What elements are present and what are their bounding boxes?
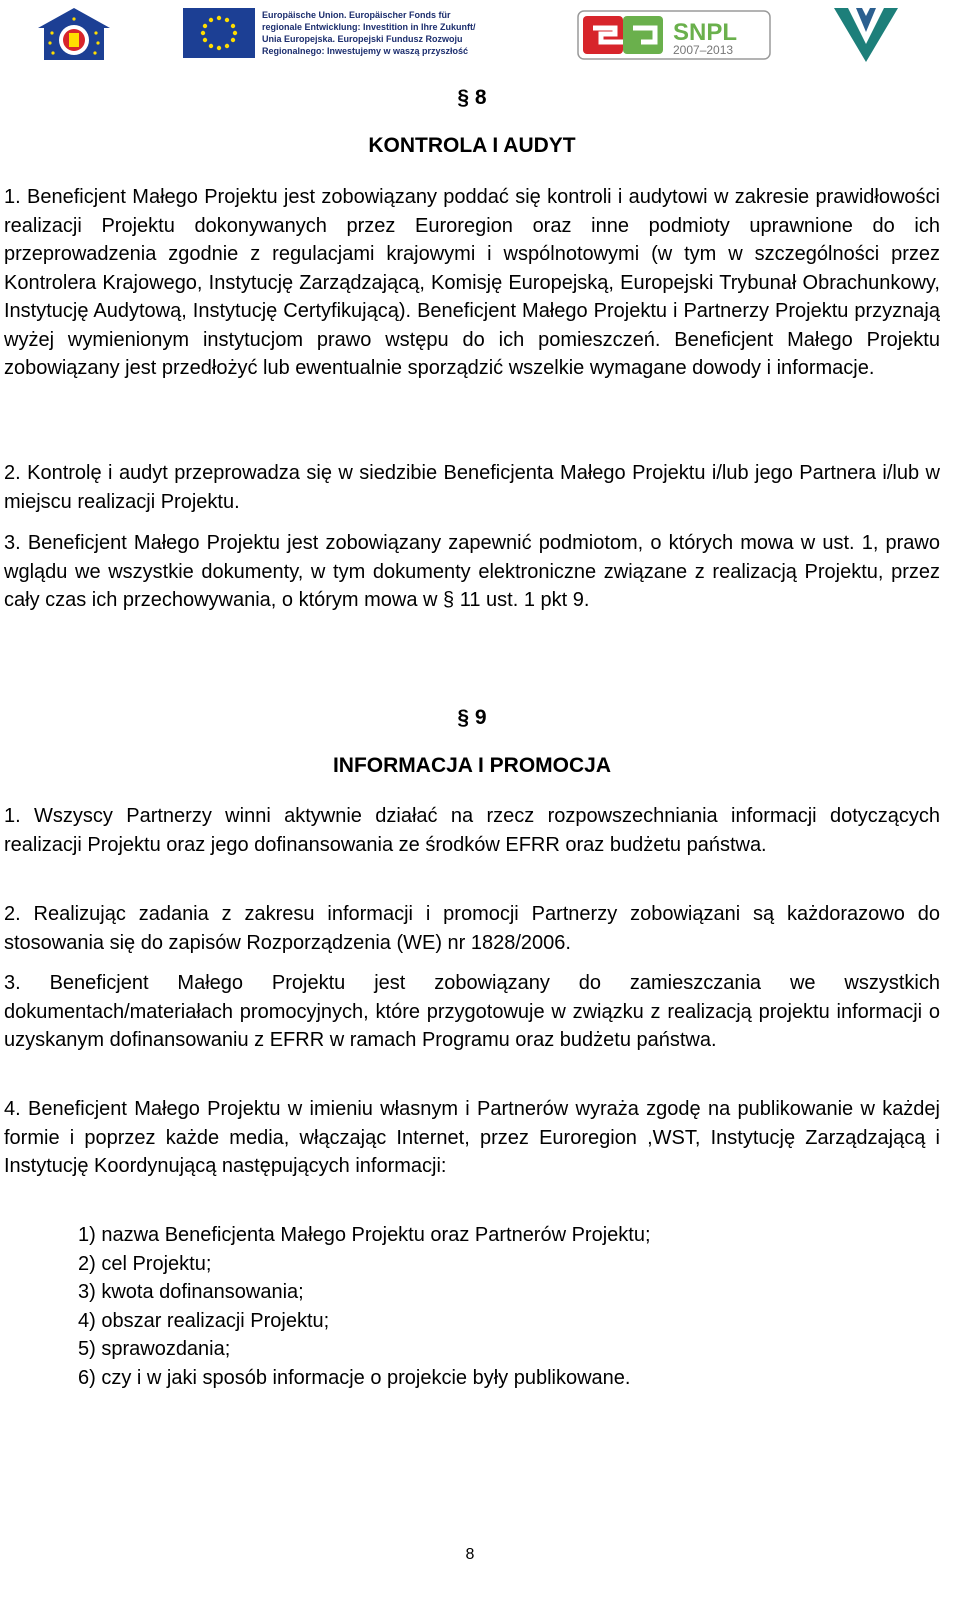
eu-text-line: Europäische Union. Europäischer Fonds für (262, 10, 451, 20)
eu-text-line: regionale Entwicklung: Investition in Ihre Zukunft/ (262, 22, 476, 32)
snpl-logo-icon (577, 10, 771, 60)
section-9-heading: INFORMACJA I PROMOCJA (332, 754, 612, 777)
section-9-paragraph-2: 2. Realizując zadania z zakresu informacji i promocji Partnerzy zobowiązani są każdorazowo do stosowania się do zapisów Rozporządzenia (WE) nr 1828/2006. (4, 903, 940, 954)
section-9-sign: § 9 (457, 706, 487, 729)
list-item: 1) nazwa Beneficjenta Małego Projektu oraz Partnerów Projektu; (78, 1224, 651, 1246)
header-logos (0, 0, 960, 70)
arrow-logo-icon (832, 4, 900, 64)
eu-funding-text (262, 9, 512, 57)
list-item: 3) kwota dofinansowania; (78, 1281, 304, 1303)
section-8-paragraph-3: 3. Beneficjent Małego Projektu jest zobowiązany zapewnić podmiotom, o których mowa w ust. 1, prawo wglądu we wszystkie dokumenty, w tym dokumenty elektroniczne związane z realizacją Projektu, przez cały czas ich przechowywania, o którym mowa w § 11 ust. 1 pkt 9. (4, 532, 940, 611)
section-8-paragraph-2: 2. Kontrolę i audyt przeprowadza się w siedzibie Beneficjenta Małego Projektu i/lub jego Partnera i/lub w miejscu realizacji Projektu. (4, 462, 940, 513)
section-9-paragraph-4: 4. Beneficjent Małego Projektu w imieniu własnym i Partnerów wyraża zgodę na publikowanie w każdej formie i poprzez każde media, włączając Internet, przez Euroregion ,WST, Instytucję Zarządzającą i Instytucję Koordynującą następujących informacji: (4, 1098, 940, 1177)
eu-flag-icon (183, 8, 255, 58)
euroregion-logo-icon (36, 6, 112, 62)
snpl-years: 2007–2013 (673, 43, 734, 57)
eu-text-line: Regionalnego: Inwestujemy w waszą przyszłość (262, 46, 469, 56)
snpl-text: SNPL (673, 19, 738, 46)
information-list (78, 1221, 938, 1392)
eu-text-line: Unia Europejska. Europejski Fundusz Rozwoju (262, 34, 463, 44)
list-item: 6) czy i w jaki sposób informacje o projekcie były publikowane. (78, 1366, 631, 1389)
section-9-paragraph-3: 3. Beneficjent Małego Projektu jest zobowiązany do zamieszczania we wszystkich dokumentach/materiałach promocyjnych, które przygotowuje w związku z realizacją projektu informacji o uzyskanym dofinansowaniu z EFRR w ramach Programu oraz budżetu państwa. (4, 972, 940, 1051)
section-8-paragraph-1: 1. Beneficjent Małego Projektu jest zobowiązany poddać się kontroli i audytowi w zakresie prawidłowości realizacji Projektu dokonywanych przez Euroregion oraz inne podmioty uprawnione do ich przeprowadzenia zgodnie z regulacjami krajowymi i wspólnotowymi (w tym w szczególności przez Kontrolera Krajowego, Instytucję Zarządzającą, Komisję Europejską, Europejski Trybunał Obrachunkowy, Instytucję Audytową, Instytucję Certyfikującą). Beneficjent Małego Projektu i Partnerzy Projektu przyznają wyżej wymienionym instytucjom prawo wstępu do ich pomieszczeń. Beneficjent Małego Projektu zobowiązany jest przedłożyć lub ewentualnie sporządzić wszelkie wymagane dowody i informacje. (4, 186, 940, 379)
page-number: 8 (465, 1546, 475, 1563)
section-8-sign: § 8 (457, 86, 487, 109)
section-9-paragraph-1: 1. Wszyscy Partnerzy winni aktywnie działać na rzecz rozpowszechniania informacji dotyczących realizacji Projektu oraz jego dofinansowania ze środków EFRR oraz budżetu państwa. (4, 805, 940, 856)
list-item: 4) obszar realizacji Projektu; (78, 1309, 330, 1332)
list-item: 5) sprawozdania; (78, 1338, 231, 1360)
list-item: 2) cel Projektu; (78, 1252, 212, 1275)
section-8-heading: KONTROLA I AUDYT (368, 134, 576, 157)
